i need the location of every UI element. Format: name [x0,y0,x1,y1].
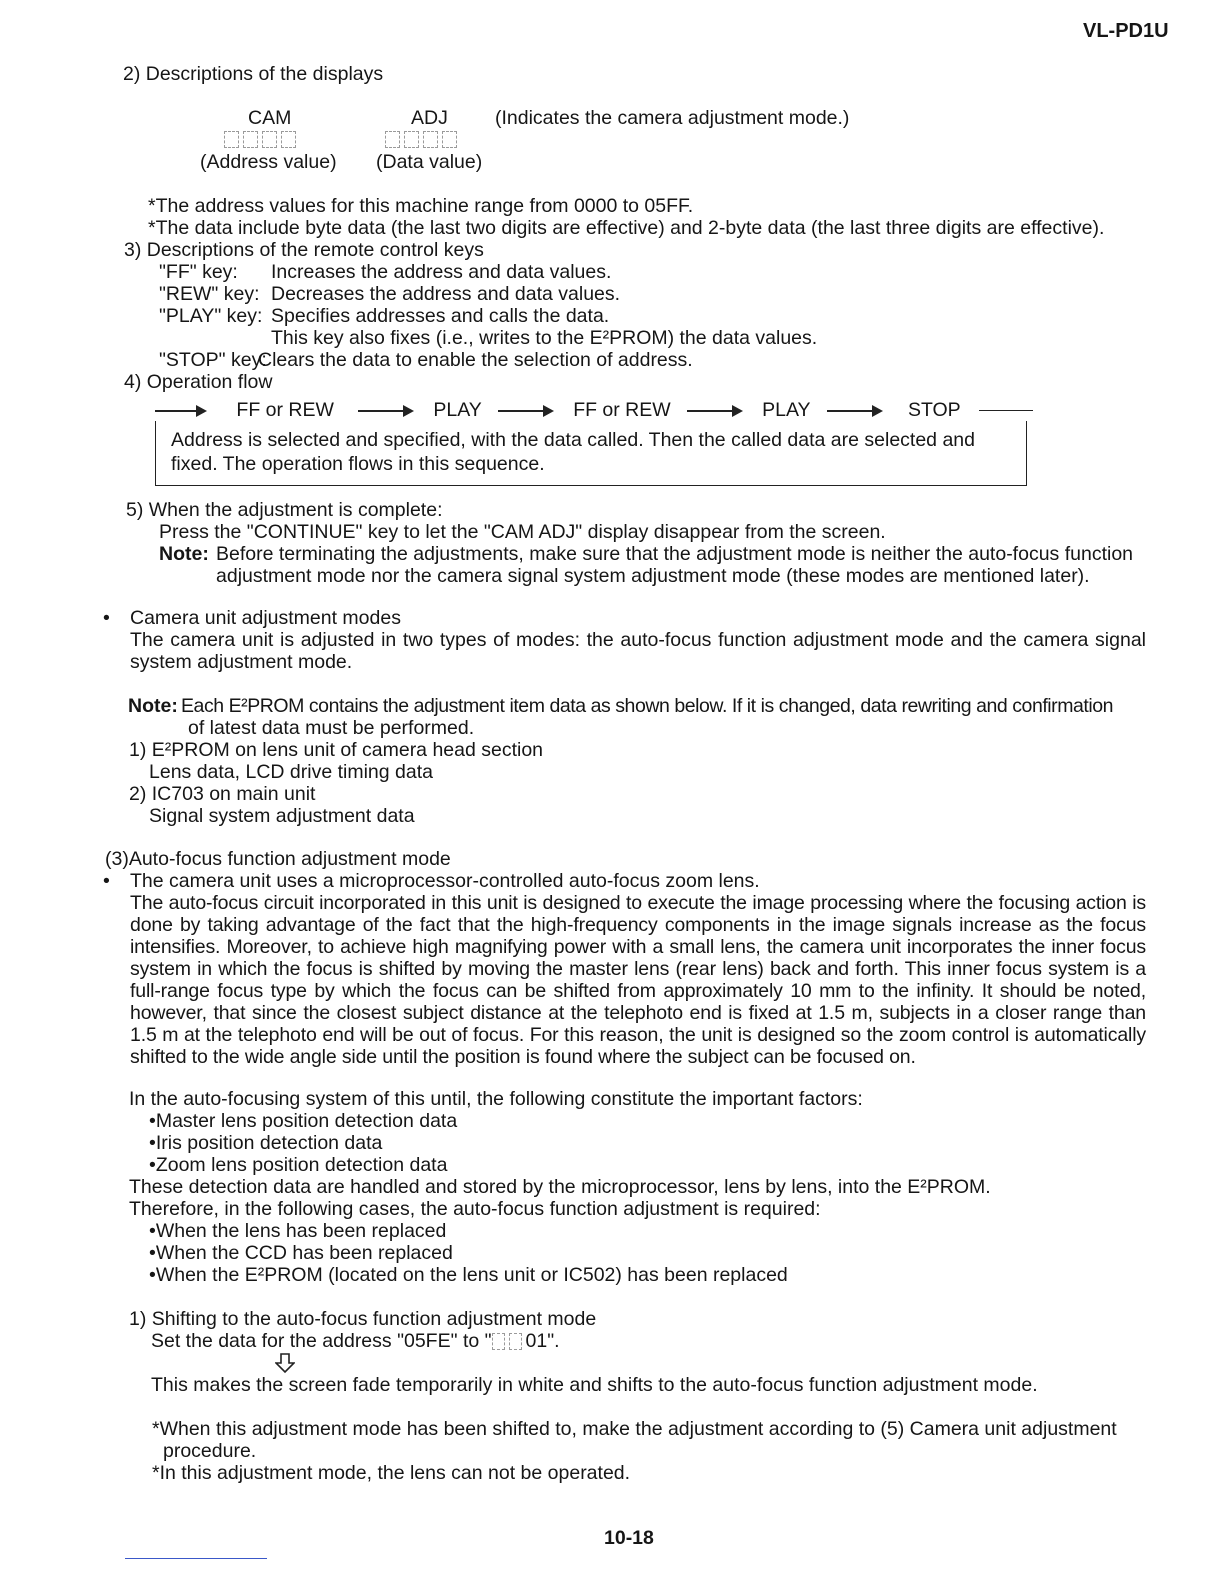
shift-heading: 1) Shifting to the auto-focus function adjustment mode [129,1308,597,1330]
flow-row [155,399,1033,421]
complete-line: Press the "CONTINUE" key to let the "CAM ADJ" display disappear from the screen. [159,521,886,543]
eeprom-item-1: 1) E²PROM on lens unit of camera head section [129,739,544,761]
stop-key-desc: Clears the data to enable the selection of address. [258,349,693,371]
camera-modes-note-label: Note: [128,695,178,717]
camera-modes-note-1: Each E²PROM contains the adjustment item data as shown below. If it is changed, data rewriting and confirmation [181,695,1114,717]
case-item: •When the CCD has been replaced [149,1242,453,1264]
flow-step: STOP [907,399,961,421]
flow-box-text-1: Address is selected and specified, with the data called. Then the called data are selected and [171,429,975,451]
play-key-desc-2: This key also fixes (i.e., writes to the E²PROM) the data values. [271,327,818,349]
shift-line-value: 01". [525,1330,560,1352]
camera-modes-note-2: of latest data must be performed. [188,717,475,739]
complete-note-label: Note: [159,543,209,565]
address-segments [224,128,300,150]
stored-line: These detection data are handled and stored by the microprocessor, lens by lens, into the E²PROM. [129,1176,991,1198]
address-range-note: *The address values for this machine range from 0000 to 05FF. [148,195,694,217]
down-arrow-icon [275,1352,295,1374]
flow-heading: 4) Operation flow [124,371,273,393]
complete-heading: 5) When the adjustment is complete: [126,499,443,521]
stop-key: "STOP" key: [159,349,267,371]
camera-modes-title: Camera unit adjustment modes [130,607,401,629]
segment-digit [492,1333,505,1350]
cam-label: CAM [248,107,292,129]
flow-arrow [358,410,412,412]
segment-digit [262,131,277,148]
segment-digit [509,1333,522,1350]
complete-note-2: adjustment mode nor the camera signal system adjustment mode (these modes are mentioned later). [216,565,1090,587]
bullet-dot: • [103,870,110,892]
data-type-note: *The data include byte data (the last two digits are effective) and 2-byte data (the last three digits are effective). [148,217,1105,239]
bullet-dot: • [103,607,110,629]
flow-step: PLAY [433,399,482,421]
address-value-label: (Address value) [200,151,337,173]
flow-arrow [827,410,881,412]
flow-arrow [155,410,205,412]
factors-intro: In the auto-focusing system of this until, the following constitute the important factors: [129,1088,863,1110]
segment-digit [243,131,258,148]
flow-box-text-2: fixed. The operation flows in this sequence. [171,453,545,475]
segment-digit [423,131,438,148]
complete-note-1: Before terminating the adjustments, make sure that the adjustment mode is neither the auto-focus function [216,543,1134,565]
remote-keys-heading: 3) Descriptions of the remote control keys [124,239,484,261]
flow-arrow [687,410,741,412]
star-note-2: *In this adjustment mode, the lens can not be operated. [152,1462,631,1484]
eeprom-item-2: 2) IC703 on main unit [129,783,316,805]
autofocus-paragraph: The auto-focus circuit incorporated in this unit is designed to execute the image processing where the focusing action is done by taking advantage of the fact that the high-frequency components in the image signals increase as the focus intensifies. Moreover, to achieve high magnifying power with a small lens, the camera unit incorporates the inner focus system in which the focus is shifted by moving the master lens (rear lens) back and forth. This inner focus system is a full-range focus type by which the focus can be shifted from approximately 10 mm to the infinity. It should be noted, however, that since the closest subject distance at the telephoto end is fixed at 1.5 m, subjects in a closer range than 1.5 m at the telephoto end will be out of focus. For this reason, the unit is designed so the zoom control is automatically shifted to the wide angle side until the position is found where the subject can be focused on. [130,892,1146,1068]
star-note-1a: *When this adjustment mode has been shifted to, make the adjustment according to (5) Camera unit adjustment [152,1418,1117,1440]
segment-digit [442,131,457,148]
flow-return-line [979,410,1033,411]
adj-label: ADJ [411,107,448,129]
data-value-label: (Data value) [376,151,483,173]
flow-arrow [498,410,552,412]
display-heading: 2) Descriptions of the displays [123,63,384,85]
factor-item: •Zoom lens position detection data [149,1154,448,1176]
model-header: VL-PD1U [1083,20,1169,42]
autofocus-bullet: The camera unit uses a microprocessor-controlled auto-focus zoom lens. [130,870,760,892]
play-key: "PLAY" key: [159,305,263,327]
camera-modes-desc: The camera unit is adjusted in two types of modes: the auto-focus function adjustment mode and the camera signal system adjustment mode. [130,629,1146,673]
data-segments [385,128,461,150]
factor-item: •Iris position detection data [149,1132,383,1154]
shift-line [151,1330,560,1352]
flow-step: FF or REW [236,399,334,421]
segment-digit [281,131,296,148]
flow-step: PLAY [762,399,811,421]
eeprom-item-2-detail: Signal system adjustment data [149,805,415,827]
star-note-1b: procedure. [163,1440,257,1462]
flow-step: FF or REW [573,399,671,421]
segment-digit [224,131,239,148]
result-line: This makes the screen fade temporarily in white and shifts to the auto-focus function adjustment mode. [151,1374,1038,1396]
shift-line-text: Set the data for the address "05FE" to " [151,1330,492,1352]
factor-item: •Master lens position detection data [149,1110,458,1132]
ff-key: "FF" key: [159,261,238,283]
play-key-desc: Specifies addresses and calls the data. [271,305,610,327]
segment-digit [404,131,419,148]
rew-key-desc: Decreases the address and data values. [271,283,621,305]
mode-note: (Indicates the camera adjustment mode.) [495,107,850,129]
segment-digit [385,131,400,148]
case-item: •When the E²PROM (located on the lens unit or IC502) has been replaced [149,1264,788,1286]
rew-key: "REW" key: [159,283,260,305]
required-line: Therefore, in the following cases, the auto-focus function adjustment is required: [129,1198,821,1220]
case-item: •When the lens has been replaced [149,1220,447,1242]
footer-rule [125,1558,267,1559]
autofocus-heading: (3)Auto-focus function adjustment mode [105,848,451,870]
ff-key-desc: Increases the address and data values. [271,261,612,283]
page-number: 10-18 [604,1527,654,1549]
eeprom-item-1-detail: Lens data, LCD drive timing data [149,761,433,783]
